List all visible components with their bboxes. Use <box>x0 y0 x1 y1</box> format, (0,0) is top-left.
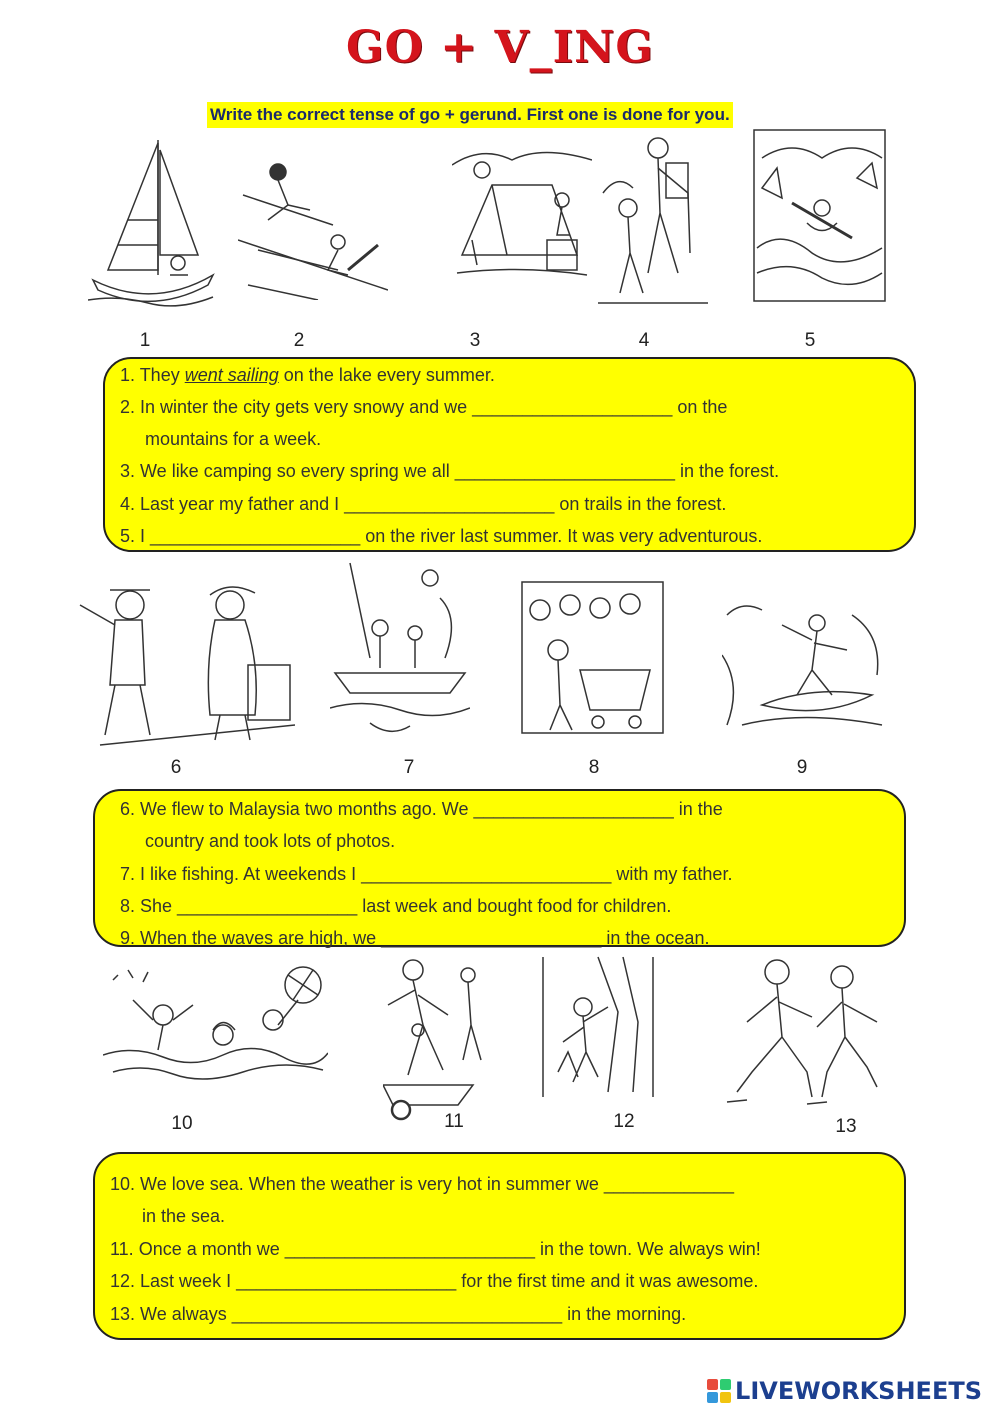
jogging-illustration <box>717 952 892 1112</box>
sentence-10[interactable]: 10. We love sea. When the weather is very hot in summer we _____________ <box>110 1174 735 1194</box>
picture-number: 1 <box>139 330 151 351</box>
picture-number: 7 <box>403 757 415 778</box>
sentence-10-continued: in the sea. <box>142 1206 226 1226</box>
answer-example: went sailing <box>184 365 279 385</box>
sentence-6-continued: country and took lots of photos. <box>145 831 396 851</box>
sentence-3[interactable]: 3. We like camping so every spring we all ______________________ in the forest. <box>120 461 780 481</box>
picture-number: 9 <box>796 757 808 778</box>
sentence-12[interactable]: 12. Last week I ______________________ for the first time and it was awesome. <box>110 1271 759 1291</box>
shopping-illustration <box>520 580 665 735</box>
sailing-boat-illustration <box>88 135 218 310</box>
sentence-7[interactable]: 7. I like fishing. At weekends I _________________________ with my father. <box>120 864 733 884</box>
sentence-4[interactable]: 4. Last year my father and I _____________________ on trails in the forest. <box>120 494 727 514</box>
sentence-1-end: on the lake every summer. <box>278 365 495 385</box>
surfing-illustration <box>722 595 887 735</box>
brand-icon <box>707 1379 731 1403</box>
sentence-8[interactable]: 8. She __________________ last week and bought food for children. <box>120 896 672 916</box>
picture-number: 8 <box>588 757 600 778</box>
fishing-illustration <box>330 558 470 748</box>
sentence-9[interactable]: 9. When the waves are high, we ______________________ in the ocean. <box>120 928 710 948</box>
hiking-illustration <box>598 133 708 308</box>
picture-number: 10 <box>171 1113 193 1134</box>
picture-number: 3 <box>469 330 481 351</box>
picture-number: 11 <box>444 1111 464 1132</box>
sentence-2-continued: mountains for a week. <box>145 429 322 449</box>
sentence-5[interactable]: 5. I _____________________ on the river last summer. It was very adventurous. <box>120 526 763 546</box>
picture-number: 5 <box>804 330 816 351</box>
brand-text: LIVEWORKSHEETS <box>735 1377 982 1405</box>
picture-number: 13 <box>835 1116 857 1137</box>
page-title: GO + V_ING <box>346 22 654 73</box>
swimming-illustration <box>103 960 328 1085</box>
sightseeing-illustration <box>70 575 295 750</box>
sentence-13[interactable]: 13. We always _________________________________ in the morning. <box>110 1304 687 1324</box>
brand-logo[interactable] <box>707 1376 982 1406</box>
skiing-illustration <box>238 150 388 300</box>
rafting-illustration <box>752 128 887 303</box>
picture-number: 4 <box>638 330 650 351</box>
sentence-11[interactable]: 11. Once a month we _________________________ in the town. We always win! <box>110 1239 761 1259</box>
instruction-text: Write the correct tense of go + gerund. First one is done for you. <box>207 102 733 128</box>
picture-number: 6 <box>170 757 182 778</box>
sentence-1-start: 1. They <box>120 365 185 385</box>
picture-number: 2 <box>293 330 305 351</box>
bowling-illustration <box>383 955 498 1125</box>
sentence-6[interactable]: 6. We flew to Malaysia two months ago. We ____________________ in the <box>120 799 723 819</box>
picture-number: 12 <box>613 1111 635 1132</box>
sentence-2[interactable]: 2. In winter the city gets very snowy and we ____________________ on the <box>120 397 728 417</box>
sentence-1 <box>120 362 495 388</box>
camping-illustration <box>452 145 592 285</box>
climbing-illustration <box>538 952 658 1100</box>
